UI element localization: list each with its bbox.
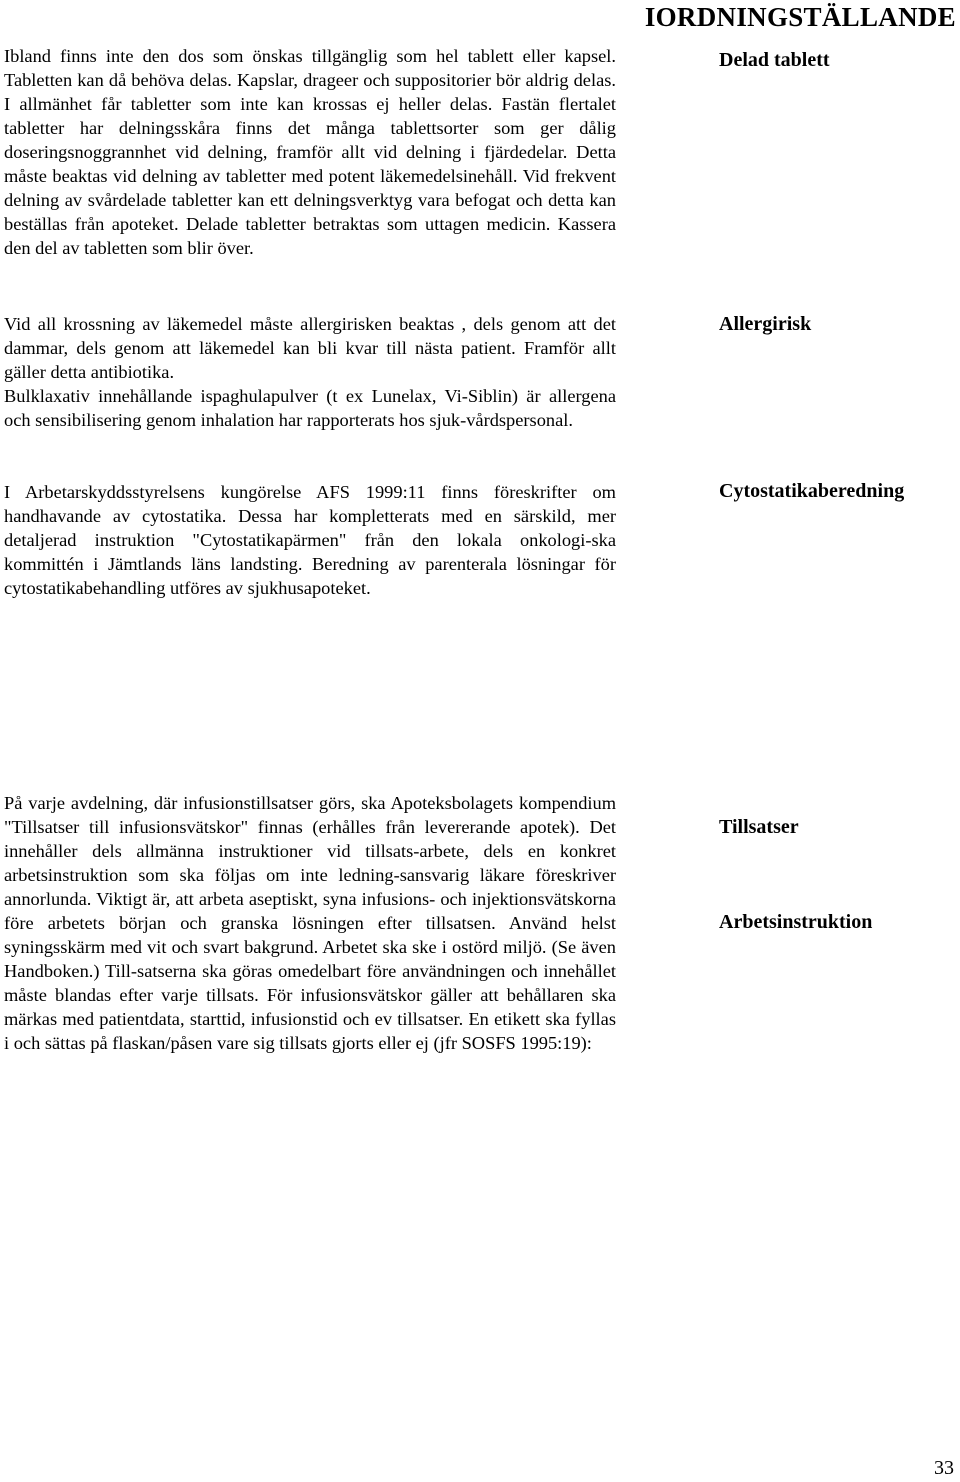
tillsatser-text bbox=[4, 791, 616, 1055]
paragraph: I Arbetarskyddsstyrelsens kungörelse AFS 1999:11 finns föreskrifter om handhavande av cytostatika. Dessa har kompletterats med en särskild, mer detaljerad instruktion "Cytostatikapärmen" från den lokala onkologi-ska kommittén i Jämtlands läns landsting. Beredning av parenterala lösningar för cytostatikabehandling utföres av sjukhusapoteket. bbox=[4, 482, 616, 598]
margin-label-allergirisk: Allergirisk bbox=[719, 313, 812, 335]
paragraph: På varje avdelning, där infusionstillsatser görs, ska Apoteksbolagets kompendium "Tillsatser till infusionsvätskor" finnas (erhålles från levererande apotek). Det innehåller dels allmänna instruktioner vid tillsats-arbete, dels en konkret arbetsinstruktion som ska följas om inte ledning-sansvarig läkare föreskriver annorlunda. Viktigt är, att arbeta aseptiskt, syna infusions- och injektionsvätskorna före arbetets början och granska lösningen efter tillsatsen. Använd helst syningsskärm med vit och svart bakgrund. Arbetet ska ske i ostörd miljö. (Se även Handboken.) Till-satserna ska göras omedelbart före användningen och innehållet måste blandas efter varje tillsats. För infusionsvätskor gäller att behållaren ska märkas med patientdata, starttid, infusionstid och ev tillsatser. En etikett ska fyllas i och sättas på flaskan/påsen vare sig tillsats gjorts eller ej (jfr SOSFS 1995:19): bbox=[4, 793, 616, 1053]
section-header: IORDNINGSTÄLLANDE bbox=[644, 2, 956, 32]
allergirisk-text bbox=[4, 312, 616, 432]
cytostatikaberedning-text bbox=[4, 480, 616, 600]
margin-label-tillsatser: Tillsatser bbox=[719, 816, 799, 838]
margin-label-cytostatikaberedning: Cytostatikaberedning bbox=[719, 480, 905, 502]
paragraph: Ibland finns inte den dos som önskas tillgänglig som hel tablett eller kapsel. Tabletten kan då behöva delas. Kapslar, drageer och suppositorier bör aldrig delas. I allmänhet får tabletter som inte kan krossas ej heller delas. Fastän flertalet tabletter har delningsskåra finns det många tablettsorter som ger dålig doseringsnoggrannhet vid delning, framför allt vid delning i fjärdedelar. Detta måste beaktas vid delning av tabletter med potent läkemedelsinehåll. Vid frekvent delning av svårdelade tabletter kan ett delningsverktyg vara befogat och detta kan beställas från apoteket. Delade tabletter betraktas som uttagen medicin. Kassera den del av tabletten som blir över. bbox=[4, 46, 616, 258]
paragraph: Bulklaxativ innehållande ispaghulapulver (t ex Lunelax, Vi-Siblin) är allergena och sensibilisering genom inhalation har rapporterats hos sjuk-vårdspersonal. bbox=[4, 386, 616, 430]
margin-label-delad-tablett: Delad tablett bbox=[719, 49, 830, 71]
page-number: 33 bbox=[934, 1457, 954, 1479]
margin-label-arbetsinstruktion: Arbetsinstruktion bbox=[719, 911, 873, 933]
paragraph: Vid all krossning av läkemedel måste allergirisken beaktas , dels genom att det dammar, dels genom att läkemedel kan bli kvar till nästa patient. Framför allt gäller detta antibiotika. bbox=[4, 314, 616, 382]
delad-tablett-text bbox=[4, 44, 616, 260]
